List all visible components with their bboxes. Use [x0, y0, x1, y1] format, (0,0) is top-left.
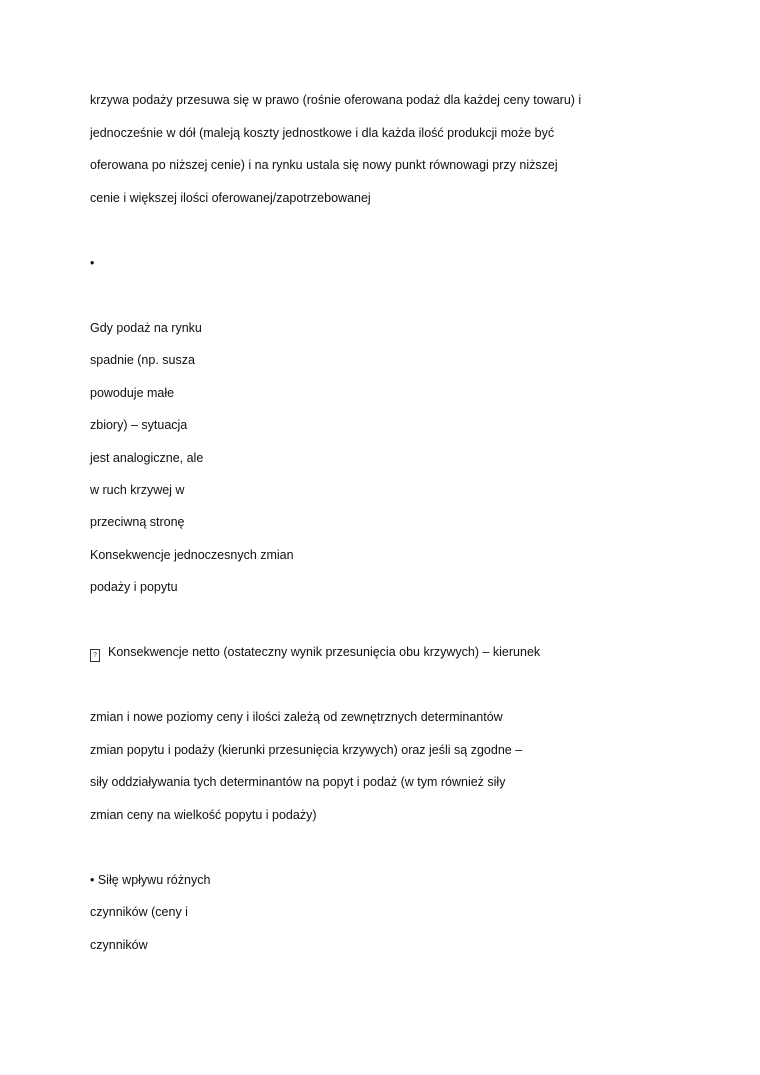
boxed-bullet-text: Konsekwencje netto (ostateczny wynik przesunięcia obu krzywych) – kierunek	[108, 645, 541, 659]
text-line: jednocześnie w dół (maleją koszty jednostkowe i dla każda ilość produkcji może być	[90, 126, 555, 140]
text-line: cenie i większej ilości oferowanej/zapotrzebowanej	[90, 191, 371, 205]
text-line: • Siłę wpływu różnych	[90, 873, 211, 887]
text-line: przeciwną stronę	[90, 515, 185, 529]
text-line: krzywa podaży przesuwa się w prawo (rośnie oferowana podaż dla każdej ceny towaru) i	[90, 93, 582, 107]
text-line: podaży i popytu	[90, 580, 178, 594]
text-line: Gdy podaż na rynku	[90, 321, 202, 335]
text-line: powoduje małe	[90, 386, 175, 400]
text-line: jest analogiczne, ale	[90, 451, 204, 465]
text-line: oferowana po niższej cenie) i na rynku ustala się nowy punkt równowagi przy niższej	[90, 158, 558, 172]
missing-glyph-icon: ?	[90, 649, 100, 662]
text-line: zmian popytu i podaży (kierunki przesunięcia krzywych) oraz jeśli są zgodne –	[90, 743, 523, 757]
text-line: zmian ceny na wielkość popytu i podaży)	[90, 808, 317, 822]
text-line: siły oddziaływania tych determinantów na popyt i podaż (w tym również siły	[90, 775, 506, 789]
text-line: spadnie (np. susza	[90, 353, 195, 367]
text-line: zbiory) – sytuacja	[90, 418, 188, 432]
text-line: Konsekwencje jednoczesnych zmian	[90, 548, 294, 562]
boxed-bullet-line	[90, 644, 540, 662]
bullet-marker: •	[90, 256, 95, 270]
text-line: czynników	[90, 938, 148, 952]
text-line: w ruch krzywej w	[90, 483, 185, 497]
text-line: czynników (ceny i	[90, 905, 188, 919]
text-line: zmian i nowe poziomy ceny i ilości zależą od zewnętrznych determinantów	[90, 710, 503, 724]
